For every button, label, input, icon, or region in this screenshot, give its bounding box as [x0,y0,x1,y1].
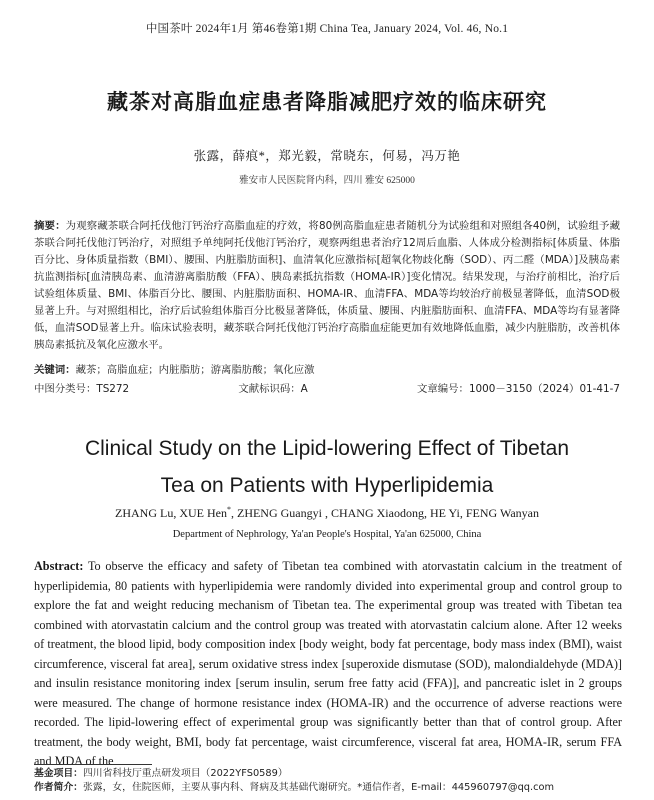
chinese-abstract [34,218,620,354]
author-bio-label: 作者简介： [34,782,83,793]
clc-value: TS272 [96,383,130,395]
english-abstract [34,557,622,772]
chinese-keywords [34,362,620,379]
chinese-keywords-label: 关键词： [34,364,76,376]
article-number [417,381,620,398]
english-authors-part-1: ZHANG Lu, XUE Hen [115,506,227,520]
english-authors [0,505,654,521]
classification-line [34,381,620,398]
english-affiliation: Department of Nephrology, Ya'an People's Hospital, Ya'an 625000, China [172,529,482,540]
chinese-affiliation: 雅安市人民医院肾内科，四川 雅安 625000 [239,176,415,186]
footnotes [34,767,634,795]
author-bio-note [34,781,634,795]
footnote-divider [34,764,152,765]
english-authors-part-2: , ZHENG Guangyi , CHANG Xiaodong, HE Yi, FENG Wanyan [230,506,539,520]
author-bio-text: 张露，女，住院医师，主要从事内科、肾病及其基础代谢研究。*通信作者，E-mail：445960797@qq.com [82,782,555,793]
chinese-keywords-text: 藏茶；高脂血症；内脏脂肪；游离脂肪酸；氧化应激 [75,364,315,376]
clc-label: 中图分类号： [34,383,97,395]
document-code-value: A [300,383,308,395]
document-code-label: 文献标识码： [238,383,301,395]
article-number-label: 文章编号： [416,383,469,395]
english-abstract-label: Abstract: [34,559,84,573]
chinese-title: 藏茶对高脂血症患者降脂减肥疗效的临床研究 [107,90,547,114]
chinese-authors: 张露，薛痕*，郑光毅，常晓东，何易，冯万艳 [193,149,461,163]
chinese-abstract-text: 为观察藏茶联合阿托伐他汀钙治疗高脂血症的疗效，将80例高脂血症患者随机分为试验组和对照组各40例，试验组予藏茶联合阿托伐他汀钙治疗，对照组予单纯阿托伐他汀钙治疗，观察两组患者治疗12周后血脂、人体成分检测指标[体质量、体脂百分比、身体质量指数（BMI）、腰围、内脏脂肪面积]、血清氧化应激指标[超氧化物歧化酶（SOD）、丙二醛（MDA）]及胰岛素抗监测指标[血清胰岛素、血清游离脂肪酸（FFA）、胰岛素抵抗指数（HOMA-IR）]变化情况。结果发现，与治疗前相比，治疗后试验组体质量、BMI、体脂百分比、腰围、内脏脂肪面积、HOMA-IR、血清FFA、MDA等均较治疗前极显著降低，血清SOD极显著上升。与对照组相比，治疗后试验组体脂百分比极显著降低，体质量、腰围、内脏脂肪面积、血清FFA、MDA等均有显著降低，血清SOD显著上升。临床试验表明，藏茶联合阿托伐他汀钙治疗高脂血症能更加有效地降低血脂，减少内脏脂肪，改善机体胰岛素抵抗及氧化应激水平。 [34,220,620,351]
corresponding-author-mark: * [226,505,231,514]
funding-text: 四川省科技厅重点研发项目（2022YFS0589） [82,768,288,779]
article-number-value: 1000－3150（2024）01-41-7 [468,383,620,395]
clc-number [34,381,129,398]
english-abstract-text: To observe the efficacy and safety of Tibetan tea combined with atorvastatin calcium in the treatment of hyperlipidemia, 80 patients with hyperlipidemia were randomly divided into experimental group and control group to explore the fat and weight reducing mechanism of Tibetan tea. The experimental group was treated with Tibetan tea combined with atorvastatin calcium and the control group was treated with atorvastatin calcium alone. After 12 weeks of treatment, the blood lipid, body composition index [body weight, body fat percentage, body mass index (BMI), waist circumference, visceral fat area], serum oxidative stress index [superoxide dismutase (SOD), malondialdehyde (MDA)] and insulin resistance monitoring index [serum insulin, serum free fatty acid (FFA)], and pancreatic islet in 2 groups were measured. The change of hormone resistance index (HOMA-IR) and the occurrence of adverse reactions were recorded. The lipid-lowering effect of experimental group was significantly better than that of control group. After treatment, the body weight, BMI, body fat percentage, waist circumference, visceral fat area, HOMA-IR, serum FFA and MDA of the [34,559,622,768]
document-code [238,381,307,398]
english-title-line-2: Tea on Patients with Hyperlipidemia [160,474,494,497]
funding-label: 基金项目： [34,768,83,779]
english-title [0,430,654,504]
funding-note [34,767,634,781]
english-title-line-1: Clinical Study on the Lipid-lowering Effect of Tibetan [84,437,570,460]
running-head: 中国茶叶 2024年1月 第46卷第1期 China Tea, January 2024, Vol. 46, No.1 [145,23,509,35]
chinese-abstract-label: 摘要： [34,220,66,232]
